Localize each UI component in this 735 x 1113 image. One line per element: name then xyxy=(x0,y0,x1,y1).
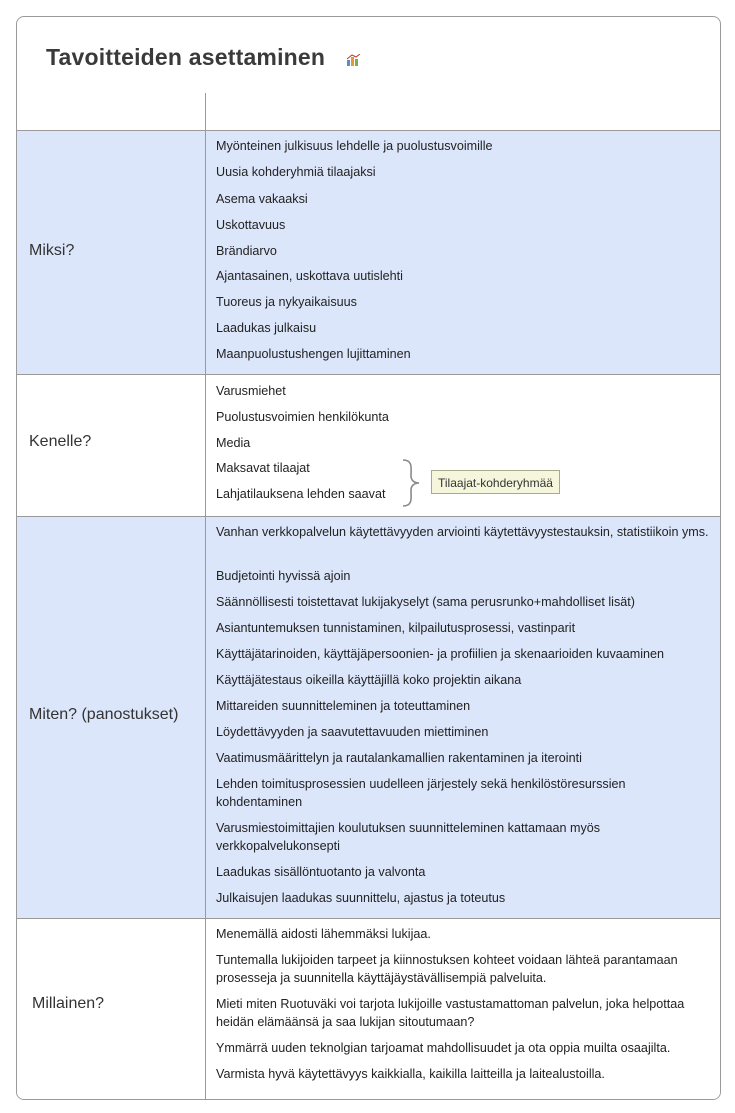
list-item: Asiantuntemuksen tunnistaminen, kilpailutusprosessi, vastinparit xyxy=(216,621,576,635)
list-item: Tuoreus ja nykyaikaisuus xyxy=(216,295,357,309)
list-item: Ymmärrä uuden teknolgian tarjoamat mahdollisuudet ja ota oppia muilta osaajilta. xyxy=(216,1041,671,1055)
list-item: Mittareiden suunnitteleminen ja toteuttaminen xyxy=(216,699,471,713)
list-item: Laadukas sisällöntuotanto ja valvonta xyxy=(216,865,426,879)
list-item: Mieti miten Ruotuväki voi tarjota lukijoille vastustamattoman palvelun, joka helpottaa heidän elämäänsä ja saa lukijan sitoutumaan? xyxy=(216,997,685,1029)
section-label: Kenelle? xyxy=(29,433,92,450)
list-item: Ajantasainen, uskottava uutislehti xyxy=(216,269,403,283)
list-item: Lehden toimitusprosessien uudelleen järjestely sekä henkilöstöresurssien kohdentaminen xyxy=(216,777,626,809)
page-title: Tavoitteiden asettaminen xyxy=(46,44,326,70)
list-item: Brändiarvo xyxy=(216,244,277,258)
subscriber-group-note: Tilaajat-kohderyhmää xyxy=(431,470,560,494)
goal-setting-table xyxy=(16,16,721,1100)
list-item: Tuntemalla lukijoiden tarpeet ja kiinnostuksen kohteet voidaan lähteä parantamaan prosesseja ja suunnitella käyttäjäystävällisempiä palveluita. xyxy=(216,953,678,985)
section-label: Miten? (panostukset) xyxy=(29,706,179,723)
list-item: Puolustusvoimien henkilökunta xyxy=(216,410,389,424)
curly-brace-icon xyxy=(397,458,425,508)
section-kenelle xyxy=(17,375,720,517)
bar-chart-icon xyxy=(347,54,361,66)
list-item: Varusmiehet xyxy=(216,384,286,398)
list-item: Maanpuolustushengen lujittaminen xyxy=(216,347,411,361)
column-divider xyxy=(205,93,206,1099)
list-item: Uusia kohderyhmiä tilaajaksi xyxy=(216,165,376,179)
list-item: Käyttäjätestaus oikeilla käyttäjillä koko projektin aikana xyxy=(216,673,522,687)
section-miksi xyxy=(17,131,720,375)
header-row xyxy=(17,93,720,131)
list-item: Asema vakaaksi xyxy=(216,192,308,206)
list-item: Käyttäjätarinoiden, käyttäjäpersoonien- ja profiilien ja skenaarioiden kuvaaminen xyxy=(216,647,665,661)
list-item: Varusmiestoimittajien koulutuksen suunnitteleminen kattamaan myös verkkopalvelukonsepti xyxy=(216,821,601,853)
list-item: Löydettävyyden ja saavutettavuuden miettiminen xyxy=(216,725,489,739)
list-item: Menemällä aidosti lähemmäksi lukijaa. xyxy=(216,927,431,941)
list-item: Media xyxy=(216,436,251,450)
section-label: Miksi? xyxy=(29,242,75,259)
list-item: Julkaisujen laadukas suunnittelu, ajastus ja toteutus xyxy=(216,891,506,905)
list-item: Myönteinen julkisuus lehdelle ja puolustusvoimille xyxy=(216,139,493,153)
list-item: Lahjatilauksena lehden saavat xyxy=(216,487,386,501)
list-item: Uskottavuus xyxy=(216,218,286,232)
list-item: Budjetointi hyvissä ajoin xyxy=(216,569,351,583)
list-item: Varmista hyvä käytettävyys kaikkialla, kaikilla laitteilla ja laitealustoilla. xyxy=(216,1067,605,1081)
list-item: Säännöllisesti toistettavat lukijakyselyt (sama perusrunko+mahdolliset lisät) xyxy=(216,595,635,609)
list-item: Maksavat tilaajat xyxy=(216,461,310,475)
section-label: Millainen? xyxy=(32,995,105,1012)
list-item: Vaatimusmäärittelyn ja rautalankamallien rakentaminen ja iterointi xyxy=(216,751,582,765)
title-area xyxy=(17,17,720,94)
section-miten xyxy=(17,517,720,919)
list-item: Vanhan verkkopalvelun käytettävyyden arviointi käytettävyystestauksin, statistiikoin yms. xyxy=(216,525,709,539)
list-item: Laadukas julkaisu xyxy=(216,321,317,335)
section-millainen xyxy=(17,919,720,1099)
